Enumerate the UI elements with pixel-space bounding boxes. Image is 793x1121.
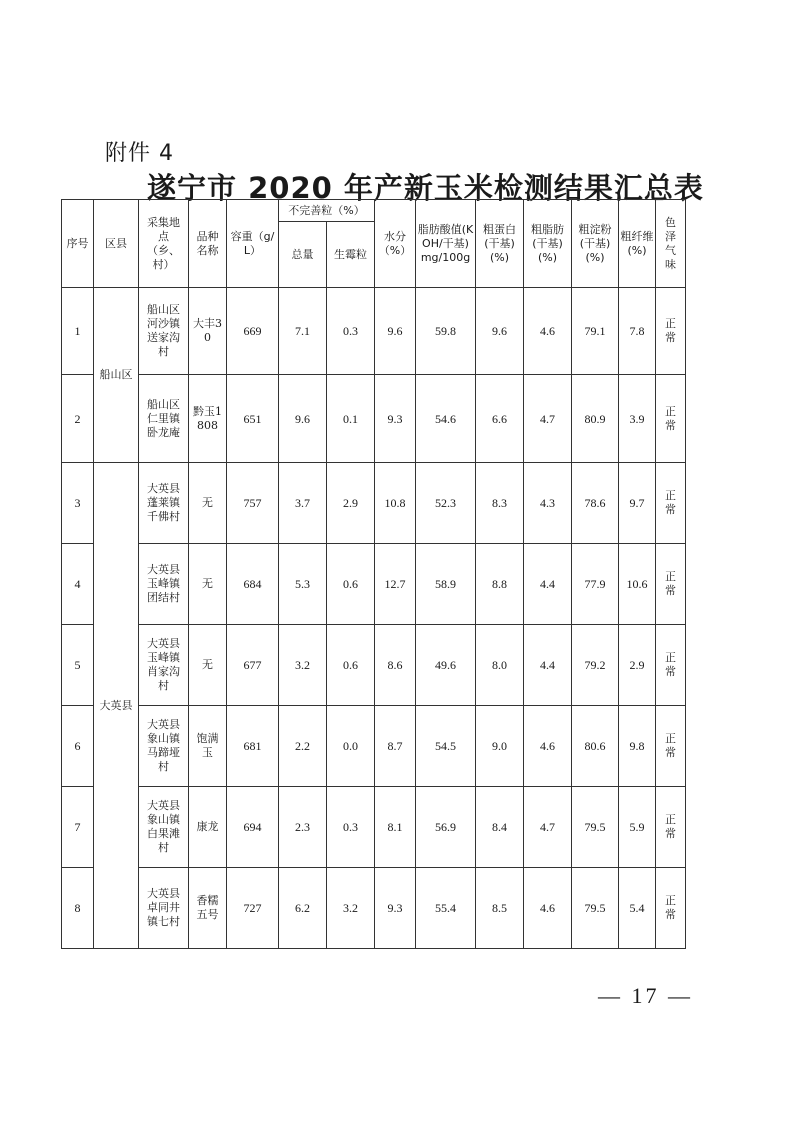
cell-color-smell: 正常 bbox=[656, 625, 686, 706]
cell-color-smell: 正常 bbox=[656, 706, 686, 787]
table-row bbox=[62, 544, 686, 625]
cell-density: 694 bbox=[227, 787, 279, 868]
cell-seq: 4 bbox=[62, 544, 94, 625]
table-row bbox=[62, 706, 686, 787]
cell-starch: 80.9 bbox=[572, 375, 619, 463]
cell-fatty-acid: 49.6 bbox=[416, 625, 476, 706]
cell-color-smell: 正常 bbox=[656, 544, 686, 625]
cell-fiber: 9.8 bbox=[619, 706, 656, 787]
attachment-label: 附件 4 bbox=[105, 141, 174, 166]
cell-color-smell: 正常 bbox=[656, 787, 686, 868]
cell-variety: 饱满玉 bbox=[189, 706, 227, 787]
cell-starch: 79.1 bbox=[572, 288, 619, 375]
cell-fiber: 7.8 bbox=[619, 288, 656, 375]
cell-protein: 9.0 bbox=[476, 706, 524, 787]
cell-county: 大英县 bbox=[94, 463, 139, 949]
header-location: 采集地点（乡、村） bbox=[139, 200, 189, 288]
cell-moisture: 10.8 bbox=[375, 463, 416, 544]
cell-location: 船山区河沙镇送家沟村 bbox=[139, 288, 189, 375]
cell-variety: 康龙 bbox=[189, 787, 227, 868]
cell-fat: 4.4 bbox=[524, 625, 572, 706]
header-color-smell: 色泽气味 bbox=[656, 200, 686, 288]
cell-seq: 6 bbox=[62, 706, 94, 787]
cell-color-smell: 正常 bbox=[656, 868, 686, 949]
cell-density: 669 bbox=[227, 288, 279, 375]
cell-seq: 8 bbox=[62, 868, 94, 949]
cell-variety: 无 bbox=[189, 463, 227, 544]
cell-seq: 7 bbox=[62, 787, 94, 868]
cell-location: 大英县象山镇白果滩村 bbox=[139, 787, 189, 868]
cell-protein: 6.6 bbox=[476, 375, 524, 463]
cell-fiber: 5.4 bbox=[619, 868, 656, 949]
cell-protein: 8.8 bbox=[476, 544, 524, 625]
header-imperfect-mold: 生霉粒 bbox=[327, 222, 375, 288]
table-row bbox=[62, 375, 686, 463]
header-protein: 粗蛋白(干基)(%) bbox=[476, 200, 524, 288]
cell-location: 大英县玉峰镇肖家沟村 bbox=[139, 625, 189, 706]
page-number: — 17 — bbox=[598, 983, 693, 1008]
header-starch: 粗淀粉(干基)(%) bbox=[572, 200, 619, 288]
cell-moisture: 8.7 bbox=[375, 706, 416, 787]
page-title: 遂宁市 2020 年产新玉米检测结果汇总表 bbox=[147, 171, 704, 205]
cell-location: 大英县蓬莱镇千佛村 bbox=[139, 463, 189, 544]
header-fatty-acid: 脂肪酸值(KOH/干基)mg/100g bbox=[416, 200, 476, 288]
cell-protein: 8.3 bbox=[476, 463, 524, 544]
cell-mold: 0.0 bbox=[327, 706, 375, 787]
cell-location: 大英县象山镇马蹄垭村 bbox=[139, 706, 189, 787]
cell-imperfect-total: 9.6 bbox=[279, 375, 327, 463]
cell-density: 757 bbox=[227, 463, 279, 544]
cell-variety: 香糯五号 bbox=[189, 868, 227, 949]
table-row bbox=[62, 288, 686, 375]
cell-fatty-acid: 52.3 bbox=[416, 463, 476, 544]
cell-variety: 无 bbox=[189, 625, 227, 706]
cell-fat: 4.6 bbox=[524, 706, 572, 787]
cell-color-smell: 正常 bbox=[656, 288, 686, 375]
cell-moisture: 8.6 bbox=[375, 625, 416, 706]
results-table bbox=[61, 199, 686, 949]
cell-fat: 4.3 bbox=[524, 463, 572, 544]
cell-mold: 2.9 bbox=[327, 463, 375, 544]
header-county: 区县 bbox=[94, 200, 139, 288]
cell-protein: 8.4 bbox=[476, 787, 524, 868]
cell-mold: 0.3 bbox=[327, 288, 375, 375]
cell-fatty-acid: 58.9 bbox=[416, 544, 476, 625]
cell-starch: 79.5 bbox=[572, 868, 619, 949]
cell-fiber: 2.9 bbox=[619, 625, 656, 706]
cell-imperfect-total: 6.2 bbox=[279, 868, 327, 949]
header-fiber: 粗纤维(%) bbox=[619, 200, 656, 288]
cell-density: 677 bbox=[227, 625, 279, 706]
cell-fat: 4.4 bbox=[524, 544, 572, 625]
cell-imperfect-total: 2.3 bbox=[279, 787, 327, 868]
cell-seq: 1 bbox=[62, 288, 94, 375]
cell-density: 681 bbox=[227, 706, 279, 787]
cell-starch: 79.2 bbox=[572, 625, 619, 706]
cell-mold: 0.1 bbox=[327, 375, 375, 463]
table-row bbox=[62, 787, 686, 868]
cell-density: 684 bbox=[227, 544, 279, 625]
cell-mold: 0.6 bbox=[327, 625, 375, 706]
cell-protein: 9.6 bbox=[476, 288, 524, 375]
header-seq: 序号 bbox=[62, 200, 94, 288]
cell-fiber: 3.9 bbox=[619, 375, 656, 463]
cell-imperfect-total: 3.7 bbox=[279, 463, 327, 544]
cell-moisture: 8.1 bbox=[375, 787, 416, 868]
cell-density: 651 bbox=[227, 375, 279, 463]
header-density: 容重（g/L） bbox=[227, 200, 279, 288]
cell-protein: 8.5 bbox=[476, 868, 524, 949]
table-row bbox=[62, 625, 686, 706]
cell-imperfect-total: 5.3 bbox=[279, 544, 327, 625]
header-moisture: 水分（%） bbox=[375, 200, 416, 288]
cell-protein: 8.0 bbox=[476, 625, 524, 706]
cell-moisture: 12.7 bbox=[375, 544, 416, 625]
cell-moisture: 9.3 bbox=[375, 868, 416, 949]
cell-color-smell: 正常 bbox=[656, 375, 686, 463]
cell-starch: 79.5 bbox=[572, 787, 619, 868]
cell-starch: 77.9 bbox=[572, 544, 619, 625]
cell-fat: 4.7 bbox=[524, 787, 572, 868]
cell-location: 大英县玉峰镇团结村 bbox=[139, 544, 189, 625]
cell-fiber: 5.9 bbox=[619, 787, 656, 868]
cell-fiber: 9.7 bbox=[619, 463, 656, 544]
cell-county: 船山区 bbox=[94, 288, 139, 463]
cell-location: 船山区仁里镇卧龙庵 bbox=[139, 375, 189, 463]
cell-starch: 78.6 bbox=[572, 463, 619, 544]
cell-fat: 4.6 bbox=[524, 868, 572, 949]
header-fat: 粗脂肪(干基)(%) bbox=[524, 200, 572, 288]
cell-mold: 0.3 bbox=[327, 787, 375, 868]
cell-fatty-acid: 54.5 bbox=[416, 706, 476, 787]
cell-fiber: 10.6 bbox=[619, 544, 656, 625]
cell-imperfect-total: 3.2 bbox=[279, 625, 327, 706]
cell-fat: 4.6 bbox=[524, 288, 572, 375]
cell-location: 大英县卓同井镇七村 bbox=[139, 868, 189, 949]
header-imperfect: 不完善粒（%） bbox=[279, 200, 375, 222]
cell-variety: 黔玉1808 bbox=[189, 375, 227, 463]
cell-starch: 80.6 bbox=[572, 706, 619, 787]
cell-seq: 3 bbox=[62, 463, 94, 544]
table-row bbox=[62, 868, 686, 949]
header-variety: 品种名称 bbox=[189, 200, 227, 288]
cell-moisture: 9.6 bbox=[375, 288, 416, 375]
cell-imperfect-total: 7.1 bbox=[279, 288, 327, 375]
table-row bbox=[62, 463, 686, 544]
cell-variety: 无 bbox=[189, 544, 227, 625]
cell-fatty-acid: 56.9 bbox=[416, 787, 476, 868]
cell-mold: 3.2 bbox=[327, 868, 375, 949]
cell-fat: 4.7 bbox=[524, 375, 572, 463]
cell-variety: 大丰30 bbox=[189, 288, 227, 375]
cell-seq: 2 bbox=[62, 375, 94, 463]
cell-moisture: 9.3 bbox=[375, 375, 416, 463]
cell-color-smell: 正常 bbox=[656, 463, 686, 544]
header-imperfect-total: 总量 bbox=[279, 222, 327, 288]
cell-seq: 5 bbox=[62, 625, 94, 706]
cell-fatty-acid: 59.8 bbox=[416, 288, 476, 375]
cell-density: 727 bbox=[227, 868, 279, 949]
cell-mold: 0.6 bbox=[327, 544, 375, 625]
cell-imperfect-total: 2.2 bbox=[279, 706, 327, 787]
cell-fatty-acid: 54.6 bbox=[416, 375, 476, 463]
cell-fatty-acid: 55.4 bbox=[416, 868, 476, 949]
